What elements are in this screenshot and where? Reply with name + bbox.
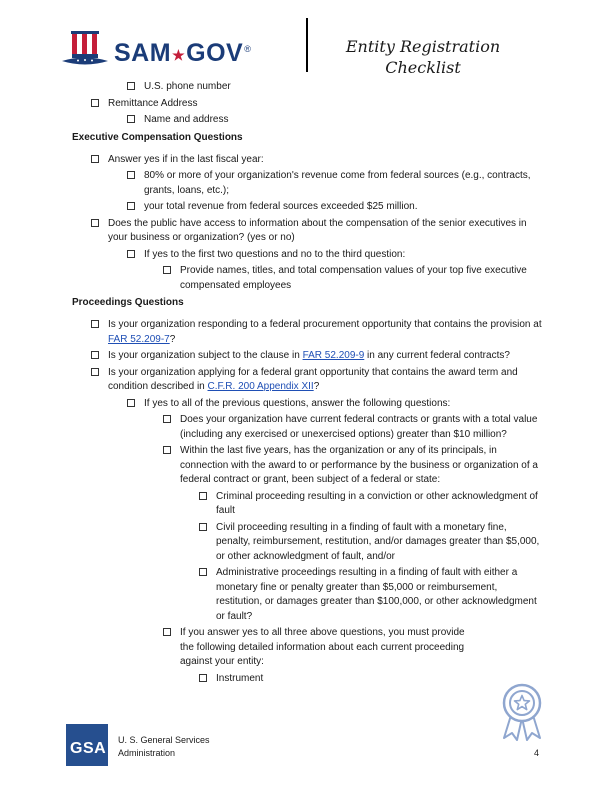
checkbox[interactable] <box>91 368 99 376</box>
far-52-209-9-link[interactable]: FAR 52.209-9 <box>302 350 365 361</box>
star-icon: ★ <box>172 47 186 63</box>
checkbox[interactable] <box>163 266 171 274</box>
section-heading-executive-compensation: Executive Compensation Questions <box>72 131 243 143</box>
checkbox[interactable] <box>199 568 207 576</box>
checkbox[interactable] <box>199 523 207 531</box>
list-item: Civil proceeding resulting in a finding of fault with a monetary fine, penalty, reimbursement, restitution, and/or damages greater than $5,000, or other acknowledgment of fault, and/or <box>0 521 612 565</box>
list-item: Within the last five years, has the organization or any of its principals, in connection with the award to or performance by the business or organization of a federal contract or grant, been subject of a federal or state: <box>0 444 612 488</box>
checkbox[interactable] <box>199 492 207 500</box>
checkbox[interactable] <box>91 99 99 107</box>
checkbox[interactable] <box>91 351 99 359</box>
header-divider <box>306 18 308 72</box>
registered-mark: ® <box>244 43 252 54</box>
list-item: Name and address <box>0 113 612 128</box>
far-52-209-7-link[interactable]: FAR 52.209-7 <box>108 333 170 345</box>
list-item: If yes to all of the previous questions, answer the following questions: <box>0 397 612 412</box>
list-item: Provide names, titles, and total compensation values of your top five executive compensated employees <box>0 264 612 293</box>
checkbox[interactable] <box>163 446 171 454</box>
checkbox[interactable] <box>163 415 171 423</box>
section-heading-proceedings: Proceedings Questions <box>72 297 184 308</box>
list-item: Does your organization have current federal contracts or grants with a total value (including any exercised or unexercised options) greater than $10 million? <box>0 413 612 442</box>
award-ribbon-icon <box>498 682 546 742</box>
list-item: Administrative proceedings resulting in a finding of fault with either a monetary fine or penalty greater than $5,000 or reimbursement, restitution, or damages greater than $100,000, or other acknowledgment or fault? <box>0 566 612 624</box>
checkbox[interactable] <box>127 171 135 179</box>
cfr-200-appendix-xii-link[interactable]: C.F.R. 200 Appendix XII <box>207 381 314 392</box>
title-line-2: Checklist <box>385 58 461 77</box>
document-title <box>330 36 516 78</box>
list-item: 80% or more of your organization's revenue come from federal sources (e.g., contracts, grants, loans, etc.); <box>0 169 612 198</box>
checkbox[interactable] <box>91 219 99 227</box>
checkbox[interactable] <box>163 628 171 636</box>
checkbox[interactable] <box>199 674 207 682</box>
title-line-1: Entity Registration <box>345 37 501 56</box>
page-number: 4 <box>534 748 540 758</box>
list-item: Is your organization applying for a federal grant opportunity that contains the award term and condition described in C.F.R. 200 Appendix XII? <box>0 366 612 395</box>
list-item: If you answer yes to all three above questions, you must provide the following detailed information about each current proceeding against your entity: <box>0 626 612 670</box>
footer-org-line-2: Administration <box>118 748 176 758</box>
list-item: If yes to the first two questions and no to the third question: <box>0 248 612 263</box>
checkbox[interactable] <box>91 320 99 328</box>
checkbox[interactable] <box>127 82 135 90</box>
page-header <box>0 0 612 82</box>
checkbox[interactable] <box>127 399 135 407</box>
checklist-content <box>0 80 612 688</box>
gsa-logo-text: GSA <box>70 740 107 757</box>
list-item: Is your organization responding to a federal procurement opportunity that contains the provision at FAR 52.209-7? <box>0 318 612 347</box>
list-item: Answer yes if in the last fiscal year: <box>0 153 612 168</box>
list-item: Is your organization subject to the clause in FAR 52.209-9 in any current federal contracts? <box>0 349 612 364</box>
logo-wordmark: SAM★GOV® <box>114 39 252 67</box>
list-item: your total revenue from federal sources exceeded $25 million. <box>0 200 612 215</box>
list-item: Criminal proceeding resulting in a conviction or other acknowledgment of fault <box>0 490 612 519</box>
list-item: Does the public have access to information about the compensation of the senior executives in your business or organization? (yes or no) <box>0 217 612 246</box>
list-item: U.S. phone number <box>0 80 612 95</box>
checkbox[interactable] <box>127 202 135 210</box>
list-item: Instrument <box>0 672 612 687</box>
footer-org-line-1: U. S. General Services <box>118 735 210 745</box>
list-item: Remittance Address <box>0 97 612 112</box>
gsa-logo[interactable] <box>66 724 108 766</box>
checkbox[interactable] <box>127 115 135 123</box>
checkbox[interactable] <box>127 250 135 258</box>
checkbox[interactable] <box>91 155 99 163</box>
uncle-sam-hat-icon <box>60 30 112 70</box>
